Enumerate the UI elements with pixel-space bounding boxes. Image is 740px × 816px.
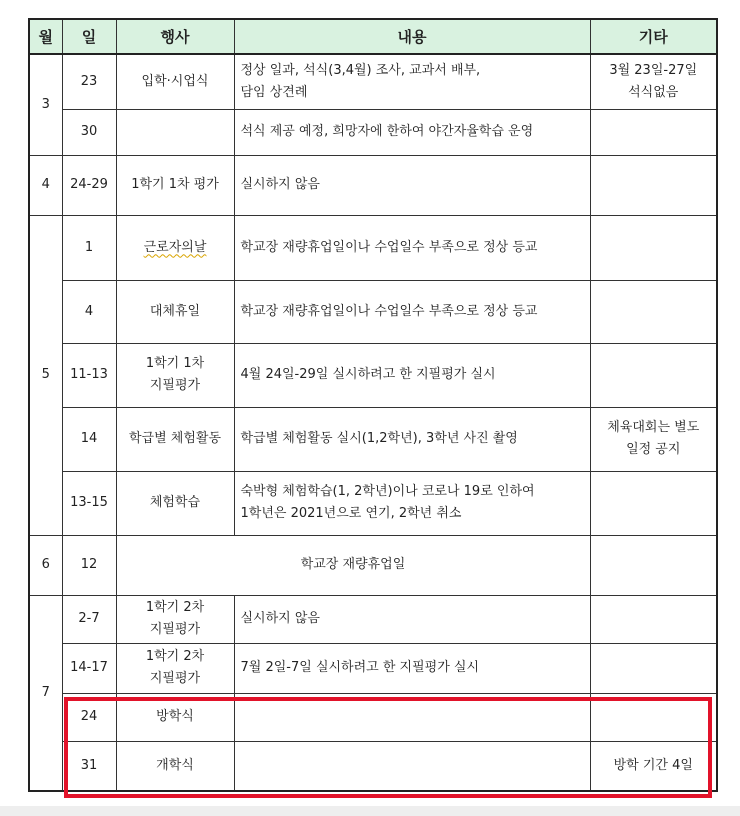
table-row [29, 155, 717, 215]
event-cell: 체험학습 [116, 471, 234, 535]
table-row [29, 535, 717, 595]
content-cell: 4월 24일-29일 실시하려고 한 지필평가 실시 [234, 343, 590, 407]
content-cell: 7월 2일-7일 실시하려고 한 지필평가 실시 [234, 643, 590, 693]
month-cell: 4 [29, 155, 62, 215]
event-cell: 1학기 1차 지필평가 [116, 343, 234, 407]
table-row [29, 343, 717, 407]
other-cell [590, 535, 717, 595]
other-cell [590, 643, 717, 693]
table-row [29, 693, 717, 741]
day-cell: 2-7 [62, 595, 116, 643]
table-row [29, 595, 717, 643]
month-cell: 7 [29, 595, 62, 791]
header-event: 행사 [116, 19, 234, 54]
event-text: 근로자의날 [143, 239, 207, 255]
month-cell: 6 [29, 535, 62, 595]
other-cell [590, 595, 717, 643]
header-other: 기타 [590, 19, 717, 54]
other-cell [590, 343, 717, 407]
month-cell: 3 [29, 54, 62, 155]
content-cell: 석식 제공 예정, 희망자에 한하여 야간자율학습 운영 [234, 109, 590, 155]
table-row [29, 215, 717, 280]
header-row [29, 19, 717, 54]
table-row [29, 54, 717, 109]
other-cell [590, 693, 717, 741]
event-cell: 1학기 2차 지필평가 [116, 643, 234, 693]
day-cell: 23 [62, 54, 116, 109]
day-cell: 24-29 [62, 155, 116, 215]
event-cell: 학급별 체험활동 [116, 407, 234, 471]
other-cell [590, 215, 717, 280]
event-cell: 1학기 2차 지필평가 [116, 595, 234, 643]
header-day: 일 [62, 19, 116, 54]
school-schedule-table [28, 18, 718, 792]
table-row [29, 741, 717, 791]
content-cell: 실시하지 않음 [234, 155, 590, 215]
event-cell: 개학식 [116, 741, 234, 791]
other-cell: 체육대회는 별도 일정 공지 [590, 407, 717, 471]
other-cell [590, 471, 717, 535]
table-row [29, 280, 717, 343]
event-cell [116, 215, 234, 280]
day-cell: 14 [62, 407, 116, 471]
day-cell: 1 [62, 215, 116, 280]
content-cell: 숙박형 체험학습(1, 2학년)이나 코로나 19로 인하여 1학년은 2021년으로 연기, 2학년 취소 [234, 471, 590, 535]
other-cell [590, 155, 717, 215]
event-cell: 대체휴일 [116, 280, 234, 343]
header-month: 월 [29, 19, 62, 54]
content-cell: 학교장 재량휴업일이나 수업일수 부족으로 정상 등교 [234, 280, 590, 343]
month-cell: 5 [29, 215, 62, 535]
event-cell: 입학·시업식 [116, 54, 234, 109]
bottom-strip [0, 806, 740, 816]
content-cell [234, 741, 590, 791]
schedule-wrapper [28, 18, 718, 792]
header-content: 내용 [234, 19, 590, 54]
table-row [29, 471, 717, 535]
table-row [29, 643, 717, 693]
day-cell: 4 [62, 280, 116, 343]
event-cell [116, 109, 234, 155]
day-cell: 13-15 [62, 471, 116, 535]
other-cell [590, 109, 717, 155]
day-cell: 12 [62, 535, 116, 595]
content-cell: 실시하지 않음 [234, 595, 590, 643]
content-cell: 학급별 체험활동 실시(1,2학년), 3학년 사진 촬영 [234, 407, 590, 471]
day-cell: 24 [62, 693, 116, 741]
day-cell: 14-17 [62, 643, 116, 693]
event-cell: 방학식 [116, 693, 234, 741]
table-row [29, 407, 717, 471]
event-cell: 1학기 1차 평가 [116, 155, 234, 215]
day-cell: 11-13 [62, 343, 116, 407]
other-cell: 방학 기간 4일 [590, 741, 717, 791]
content-cell: 학교장 재량휴업일이나 수업일수 부족으로 정상 등교 [234, 215, 590, 280]
content-cell: 정상 일과, 석식(3,4월) 조사, 교과서 배부, 담임 상견례 [234, 54, 590, 109]
merged-content-cell: 학교장 재량휴업일 [116, 535, 590, 595]
day-cell: 31 [62, 741, 116, 791]
other-cell [590, 280, 717, 343]
table-row [29, 109, 717, 155]
day-cell: 30 [62, 109, 116, 155]
content-cell [234, 693, 590, 741]
other-cell: 3월 23일-27일 석식없음 [590, 54, 717, 109]
